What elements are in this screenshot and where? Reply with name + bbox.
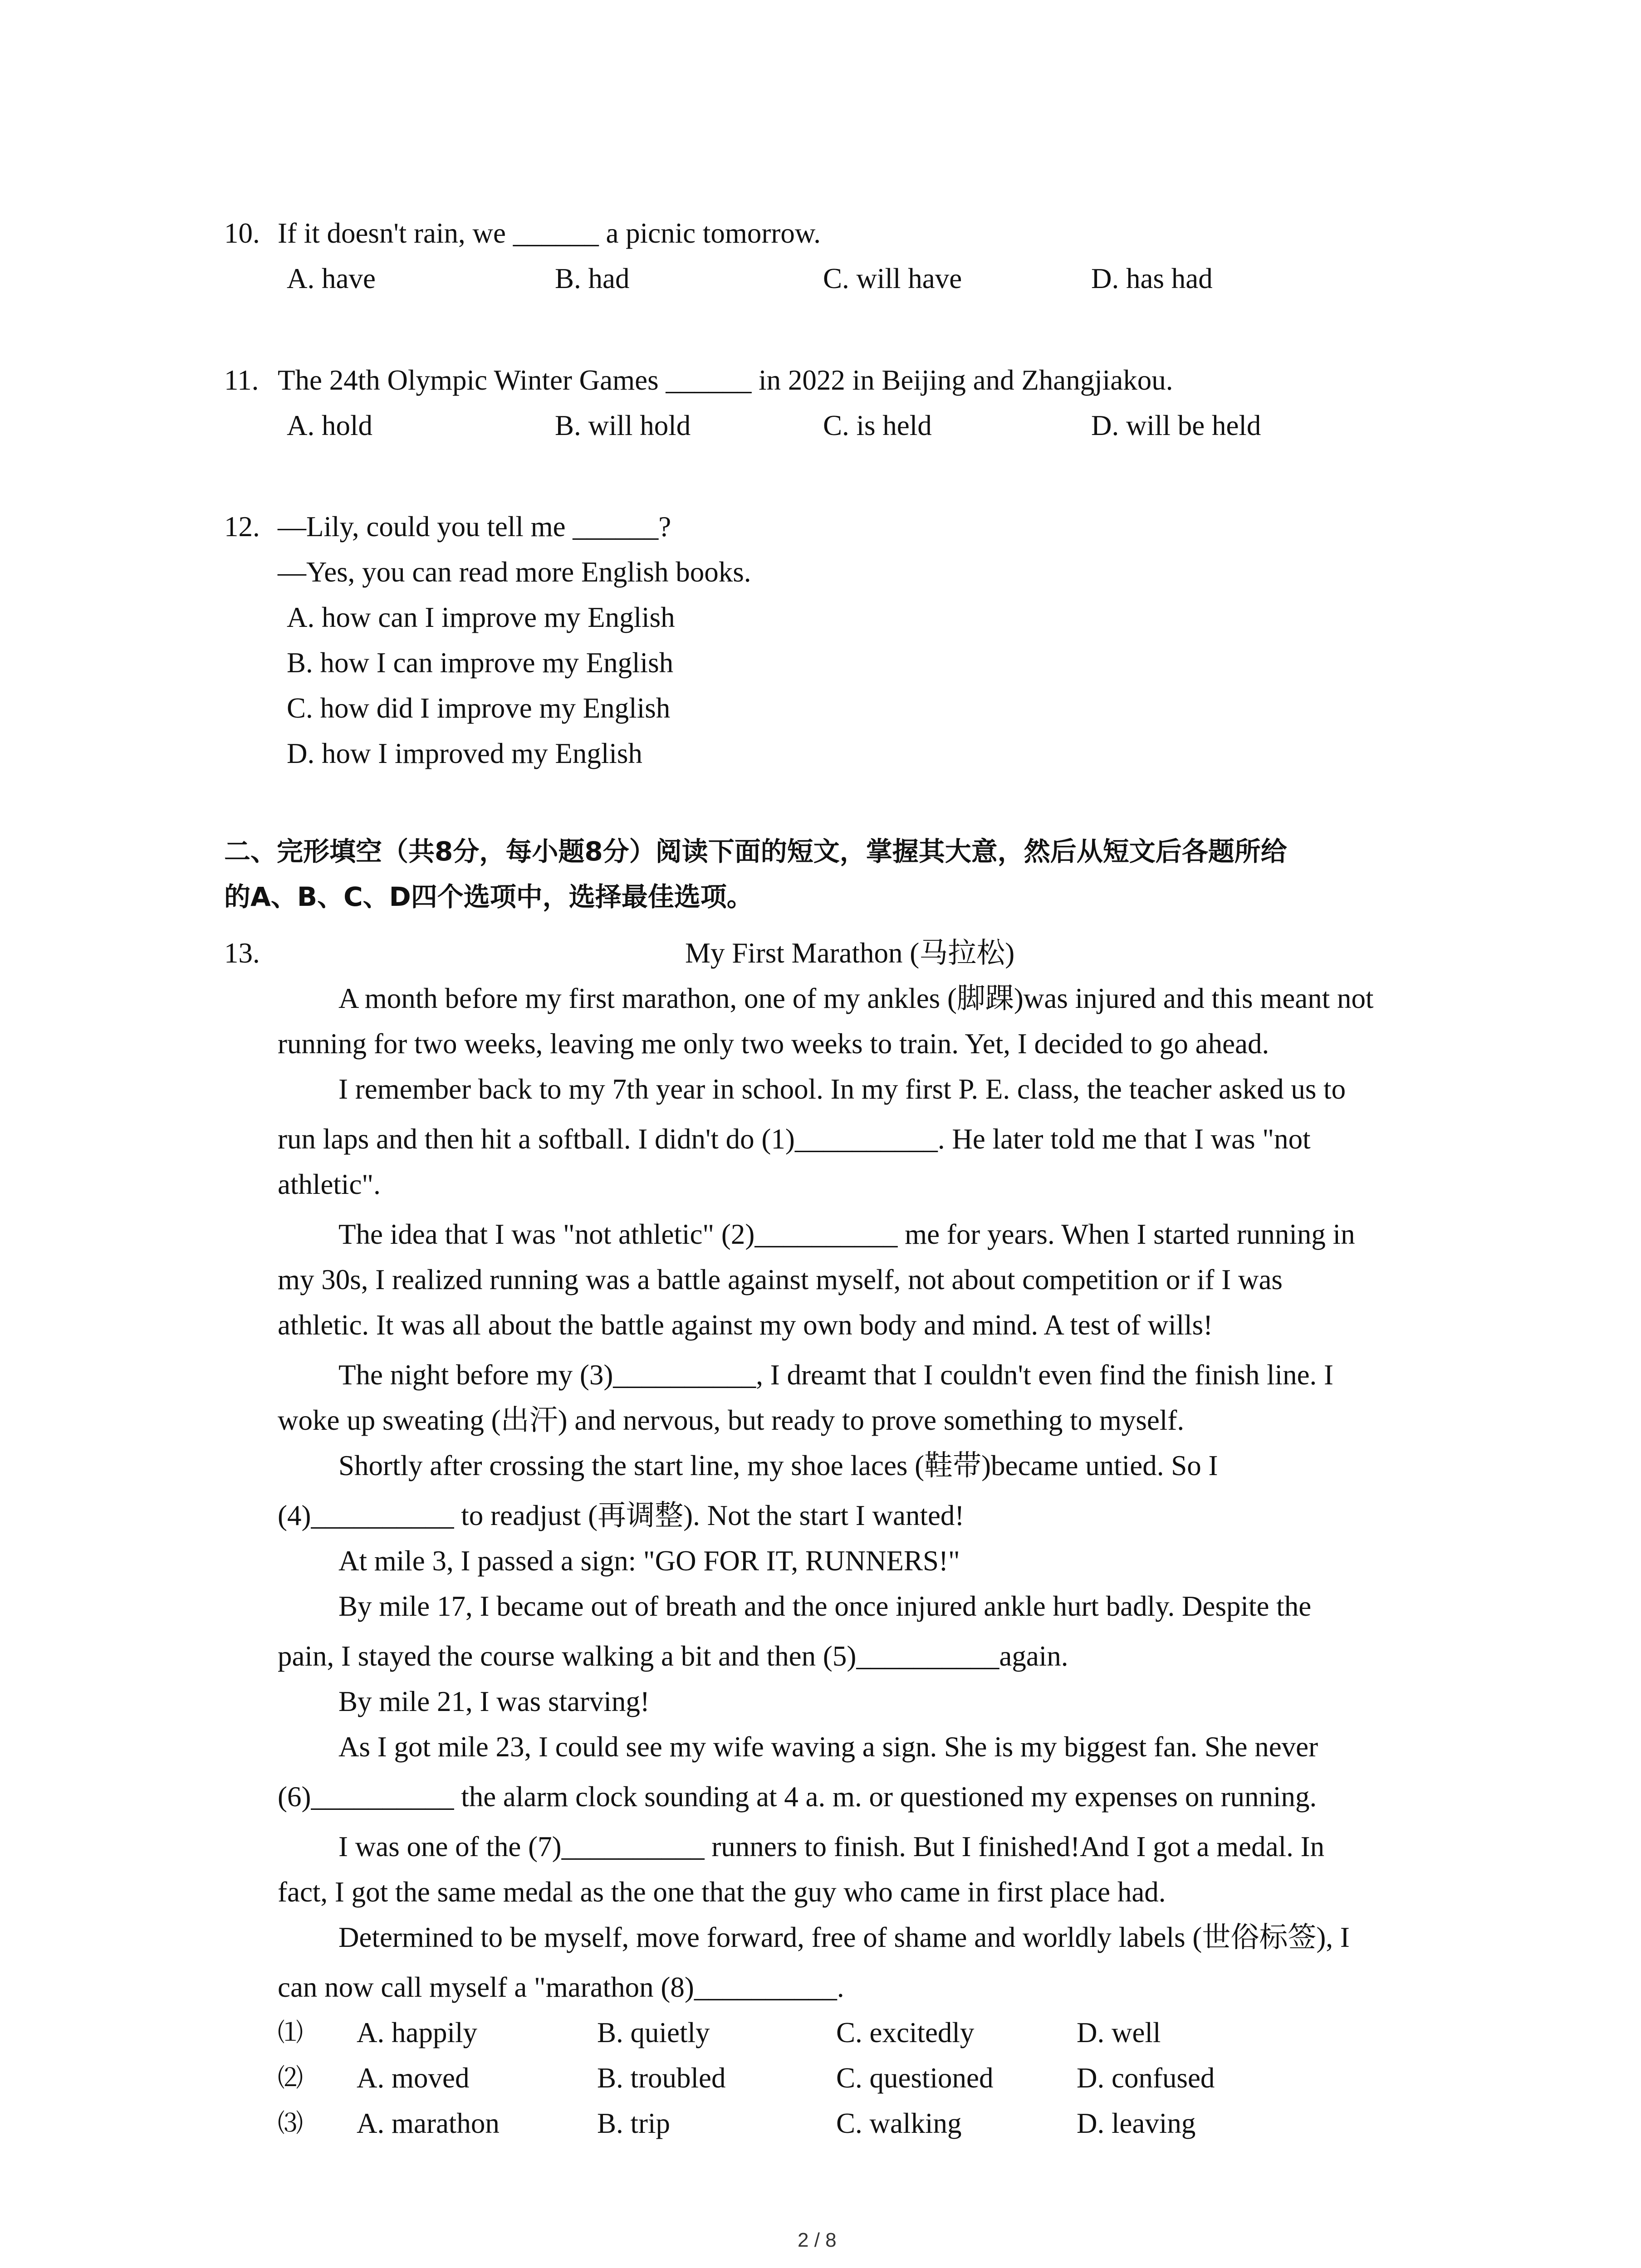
option-d[interactable]: D. well [1077, 2017, 1161, 2048]
page-number: 2 / 8 [798, 2229, 837, 2251]
section-heading: 二、完形填空（共8分，每小题8分）阅读下面的短文，掌握其大意，然后从短文后各题所给 [224, 836, 1287, 867]
dialogue-line: —Yes, you can read more English books. [278, 556, 751, 588]
question-number: 11. [224, 364, 259, 396]
option-a[interactable]: A. moved [357, 2062, 470, 2094]
passage-line: athletic". [278, 1168, 381, 1200]
passage-line: I was one of the (7)__________ runners to finish. But I finished!And I got a medal. In [338, 1831, 1325, 1862]
question-stem: The 24th Olympic Winter Games ______ in 2022 in Beijing and Zhangjiakou. [278, 364, 1173, 396]
option-b[interactable]: B. will hold [555, 410, 691, 441]
option-a[interactable]: A. happily [357, 2017, 477, 2048]
passage-line: As I got mile 23, I could see my wife waving a sign. She is my biggest fan. She never [338, 1731, 1318, 1763]
passage-line: By mile 17, I became out of breath and the once injured ankle hurt badly. Despite the [338, 1590, 1312, 1622]
question-number: 12. [224, 511, 260, 543]
passage-line: my 30s, I realized running was a battle against myself, not about competition or if I was [278, 1264, 1283, 1295]
option-b[interactable]: B. quietly [597, 2017, 710, 2048]
sub-question-number: ⑵ [278, 2063, 303, 2093]
dialogue-line: —Lily, could you tell me ______? [278, 511, 671, 543]
passage-line: (4)__________ to readjust (再调整). Not the start I wanted! [278, 1500, 965, 1531]
option-d[interactable]: D. confused [1077, 2062, 1215, 2094]
passage-line: A month before my first marathon, one of my ankles (脚踝)was injured and this meant not [338, 982, 1374, 1014]
passage-line: At mile 3, I passed a sign: "GO FOR IT, RUNNERS!" [338, 1545, 960, 1577]
passage-line: Determined to be myself, move forward, free of shame and worldly labels (世俗标签), I [338, 1921, 1350, 1953]
option-b[interactable]: B. trip [597, 2107, 671, 2139]
section-heading: 的A、B、C、D四个选项中，选择最佳选项。 [224, 881, 753, 912]
question-number: 13. [224, 937, 260, 969]
passage-line: By mile 21, I was starving! [338, 1686, 650, 1717]
option-b[interactable]: B. troubled [597, 2062, 726, 2094]
passage-line: athletic. It was all about the battle against my own body and mind. A test of wills! [278, 1309, 1213, 1341]
option-d[interactable]: D. has had [1091, 263, 1213, 294]
option-c[interactable]: C. will have [823, 263, 962, 294]
option-d[interactable]: D. how I improved my English [287, 738, 642, 769]
option-a[interactable]: A. marathon [357, 2107, 500, 2139]
passage-line: run laps and then hit a softball. I didn't do (1)__________. He later told me that I was "not [278, 1123, 1311, 1155]
option-b[interactable]: B. had [555, 263, 630, 294]
question-stem: If it doesn't rain, we ______ a picnic tomorrow. [278, 217, 821, 249]
option-a[interactable]: A. how can I improve my English [287, 601, 675, 633]
passage-line: The night before my (3)__________, I dreamt that I couldn't even find the finish line. I [338, 1359, 1334, 1391]
option-c[interactable]: C. how did I improve my English [287, 692, 671, 724]
option-b[interactable]: B. how I can improve my English [287, 647, 674, 679]
passage-line: pain, I stayed the course walking a bit and then (5)__________again. [278, 1640, 1068, 1672]
option-d[interactable]: D. leaving [1077, 2107, 1196, 2139]
option-d[interactable]: D. will be held [1091, 410, 1261, 441]
option-a[interactable]: A. hold [287, 410, 372, 441]
option-a[interactable]: A. have [287, 263, 376, 294]
option-c[interactable]: C. excitedly [836, 2017, 975, 2048]
passage-line: I remember back to my 7th year in school. In my first P. E. class, the teacher asked us to [338, 1073, 1346, 1105]
passage-line: The idea that I was "not athletic" (2)__________ me for years. When I started running in [338, 1218, 1355, 1250]
question-number: 10. [224, 217, 260, 249]
passage-line: can now call myself a "marathon (8)__________. [278, 1971, 844, 2003]
passage-line: Shortly after crossing the start line, my shoe laces (鞋带)became untied. So I [338, 1450, 1218, 1481]
passage-line: running for two weeks, leaving me only two weeks to train. Yet, I decided to go ahead. [278, 1028, 1269, 1060]
option-c[interactable]: C. walking [836, 2107, 962, 2139]
option-c[interactable]: C. is held [823, 410, 932, 441]
passage-line: (6)__________ the alarm clock sounding at 4 a. m. or questioned my expenses on running. [278, 1781, 1317, 1813]
passage-line: fact, I got the same medal as the one that the guy who came in first place had. [278, 1876, 1166, 1908]
option-c[interactable]: C. questioned [836, 2062, 994, 2094]
passage-line: woke up sweating (出汗) and nervous, but ready to prove something to myself. [278, 1404, 1185, 1436]
sub-question-number: ⑴ [278, 2018, 303, 2048]
sub-question-number: ⑶ [278, 2109, 303, 2138]
passage-title: My First Marathon (马拉松) [685, 937, 1015, 969]
